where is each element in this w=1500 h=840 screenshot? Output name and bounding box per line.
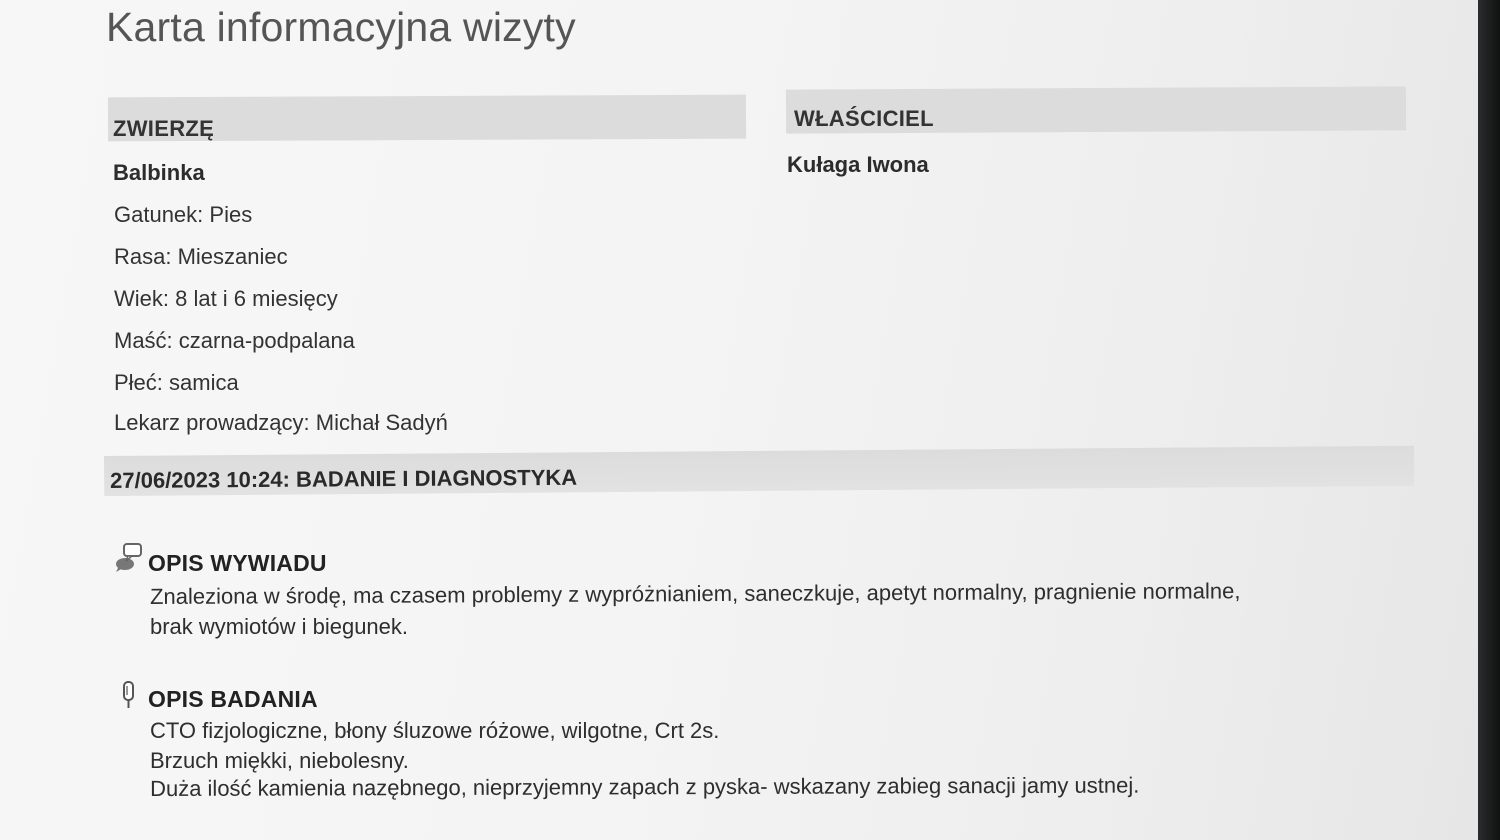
- visit-header: 27/06/2023 10:24: BADANIE I DIAGNOSTYKA: [110, 464, 578, 493]
- animal-name: Balbinka: [113, 160, 205, 185]
- probe-icon: [118, 680, 140, 710]
- document-title: Karta informacyjna wizyty: [106, 4, 576, 50]
- animal-coat: Maść: czarna-podpalana: [114, 328, 355, 353]
- examination-line-3: Duża ilość kamienia nazębnego, nieprzyjemny zapach z pyska- wskazany zabieg sanacji jamy ustnej.: [150, 772, 1140, 801]
- owner-name: Kułaga Iwona: [787, 152, 929, 177]
- animal-species: Gatunek: Pies: [114, 202, 253, 227]
- interview-line-2: brak wymiotów i biegunek.: [150, 614, 409, 639]
- animal-sex: Płeć: samica: [114, 370, 239, 395]
- animal-breed: Rasa: Mieszaniec: [114, 244, 288, 269]
- interview-title: OPIS WYWIADU: [148, 550, 327, 576]
- attending-vet: Lekarz prowadzący: Michał Sadyń: [114, 410, 448, 435]
- animal-age: Wiek: 8 lat i 6 miesięcy: [114, 286, 338, 311]
- photo-background-edge: [1478, 0, 1500, 840]
- examination-line-1: CTO fizjologiczne, błony śluzowe różowe, wilgotne, Crt 2s.: [150, 718, 720, 743]
- chat-icon: [110, 540, 144, 574]
- animal-section-label: ZWIERZĘ: [113, 116, 215, 141]
- examination-title: OPIS BADANIA: [148, 686, 318, 712]
- examination-line-2: Brzuch miękki, niebolesny.: [150, 748, 409, 773]
- interview-line-1: Znaleziona w środę, ma czasem problemy z wypróżnianiem, saneczkuje, apetyt normalny, pragnienie normalne,: [150, 578, 1241, 609]
- owner-section-label: WŁAŚCICIEL: [794, 106, 934, 131]
